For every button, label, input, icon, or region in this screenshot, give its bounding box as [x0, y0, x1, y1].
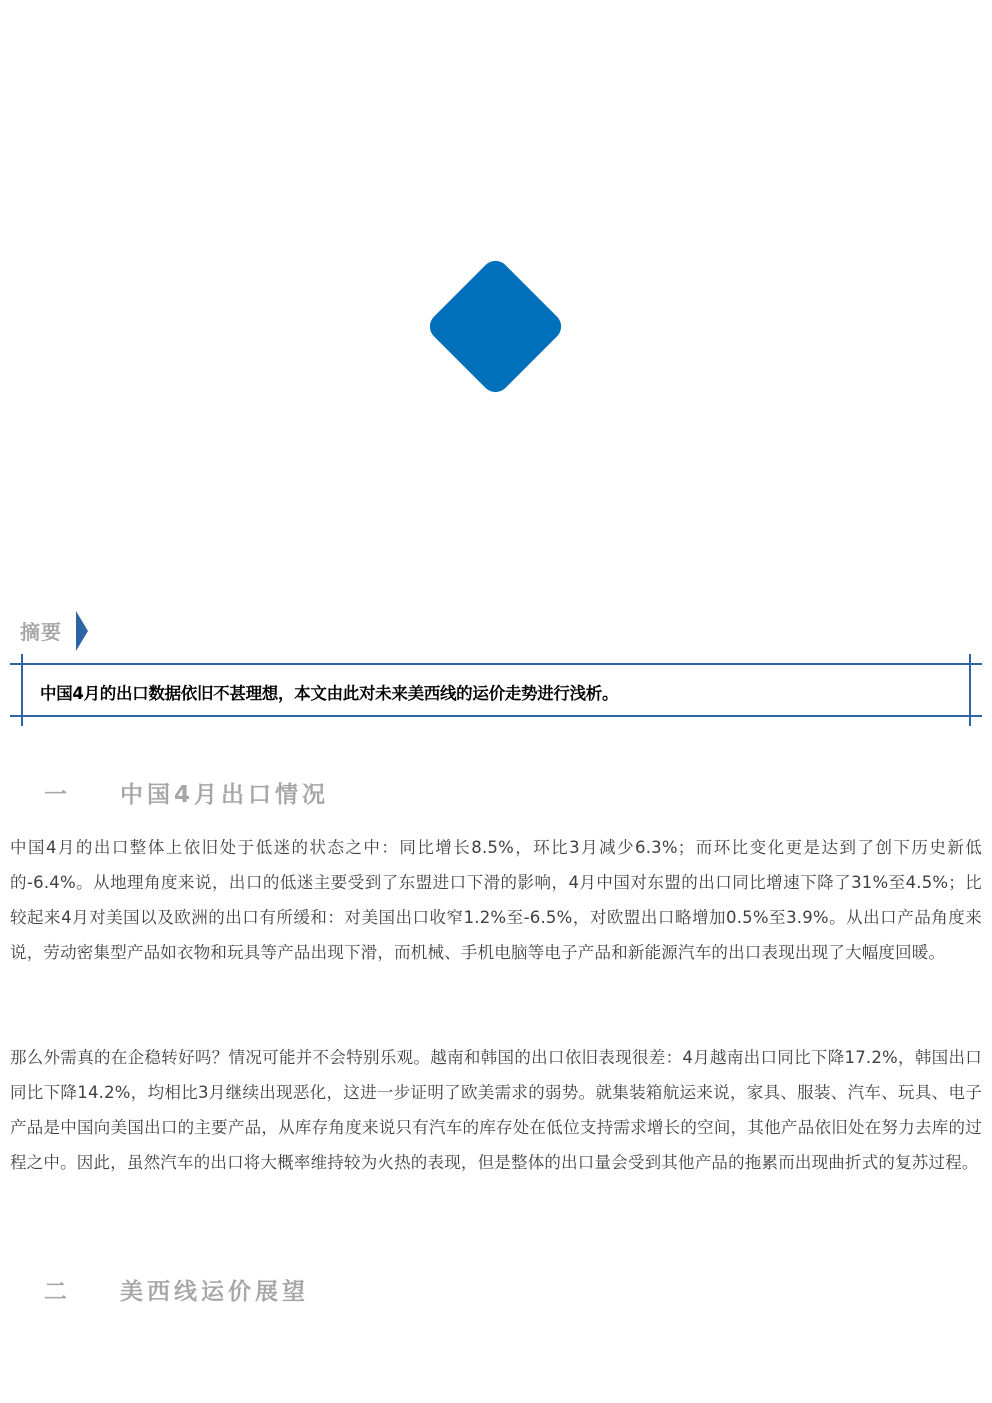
summary-box-top-rule — [10, 663, 982, 665]
body-paragraph: 那么外需真的在企稳转好吗？情况可能并不会特别乐观。越南和韩国的出口依旧表现很差：4月越南出口同比下降17.2%，韩国出口同比下降14.2%，均相比3月继续出现恶化，这进一步证明了欧美需求的弱势。就集装箱航运来说，家具、服装、汽车、玩具、电子产品是中国向美国出口的主要产品，从库存角度来说只有汽车的库存处在低位支持需求增长的空间，其他产品依旧处在努力去库的过程之中。因此，虽然汽车的出口将大概率维持较为火热的表现，但是整体的出口量会受到其他产品的拖累而出现曲折式的复苏过程。 — [10, 1048, 982, 1172]
section-number: 一 — [44, 782, 71, 808]
body-paragraph: 中国4月的出口整体上依旧处于低迷的状态之中：同比增长8.5%，环比3月减少6.3%；而环比变化更是达到了创下历史新低的-6.4%。从地理角度来说，出口的低迷主要受到了东盟进口下滑的影响，4月中国对东盟的出口同比增速下降了31%至4.5%；比较起来4月对美国以及欧洲的出口有所缓和：对美国出口收窄1.2%至-6.5%，对欧盟出口略增加0.5%至3.9%。从出口产品角度来说，劳动密集型产品如衣物和玩具等产品出现下滑，而机械、手机电脑等电子产品和新能源汽车的出口表现出现了大幅度回暖。 — [10, 838, 982, 962]
summary-box-right-rule — [969, 654, 971, 726]
summary-box-bottom-rule — [10, 715, 982, 717]
blue-diamond-icon — [424, 255, 567, 398]
chevron-right-icon — [76, 611, 88, 651]
section-number: 二 — [44, 1279, 71, 1305]
abstract-summary: 中国4月的出口数据依旧不甚理想，本文由此对未来美西线的运价走势进行浅析。 — [40, 684, 619, 703]
section-title: 美西线运价展望 — [120, 1279, 309, 1305]
section-heading-2 — [44, 1273, 309, 1306]
section-title: 中国4月出口情况 — [120, 782, 330, 808]
summary-box-left-rule — [21, 654, 23, 726]
abstract-label: 摘要 — [20, 620, 62, 644]
section-heading-1 — [44, 776, 329, 809]
